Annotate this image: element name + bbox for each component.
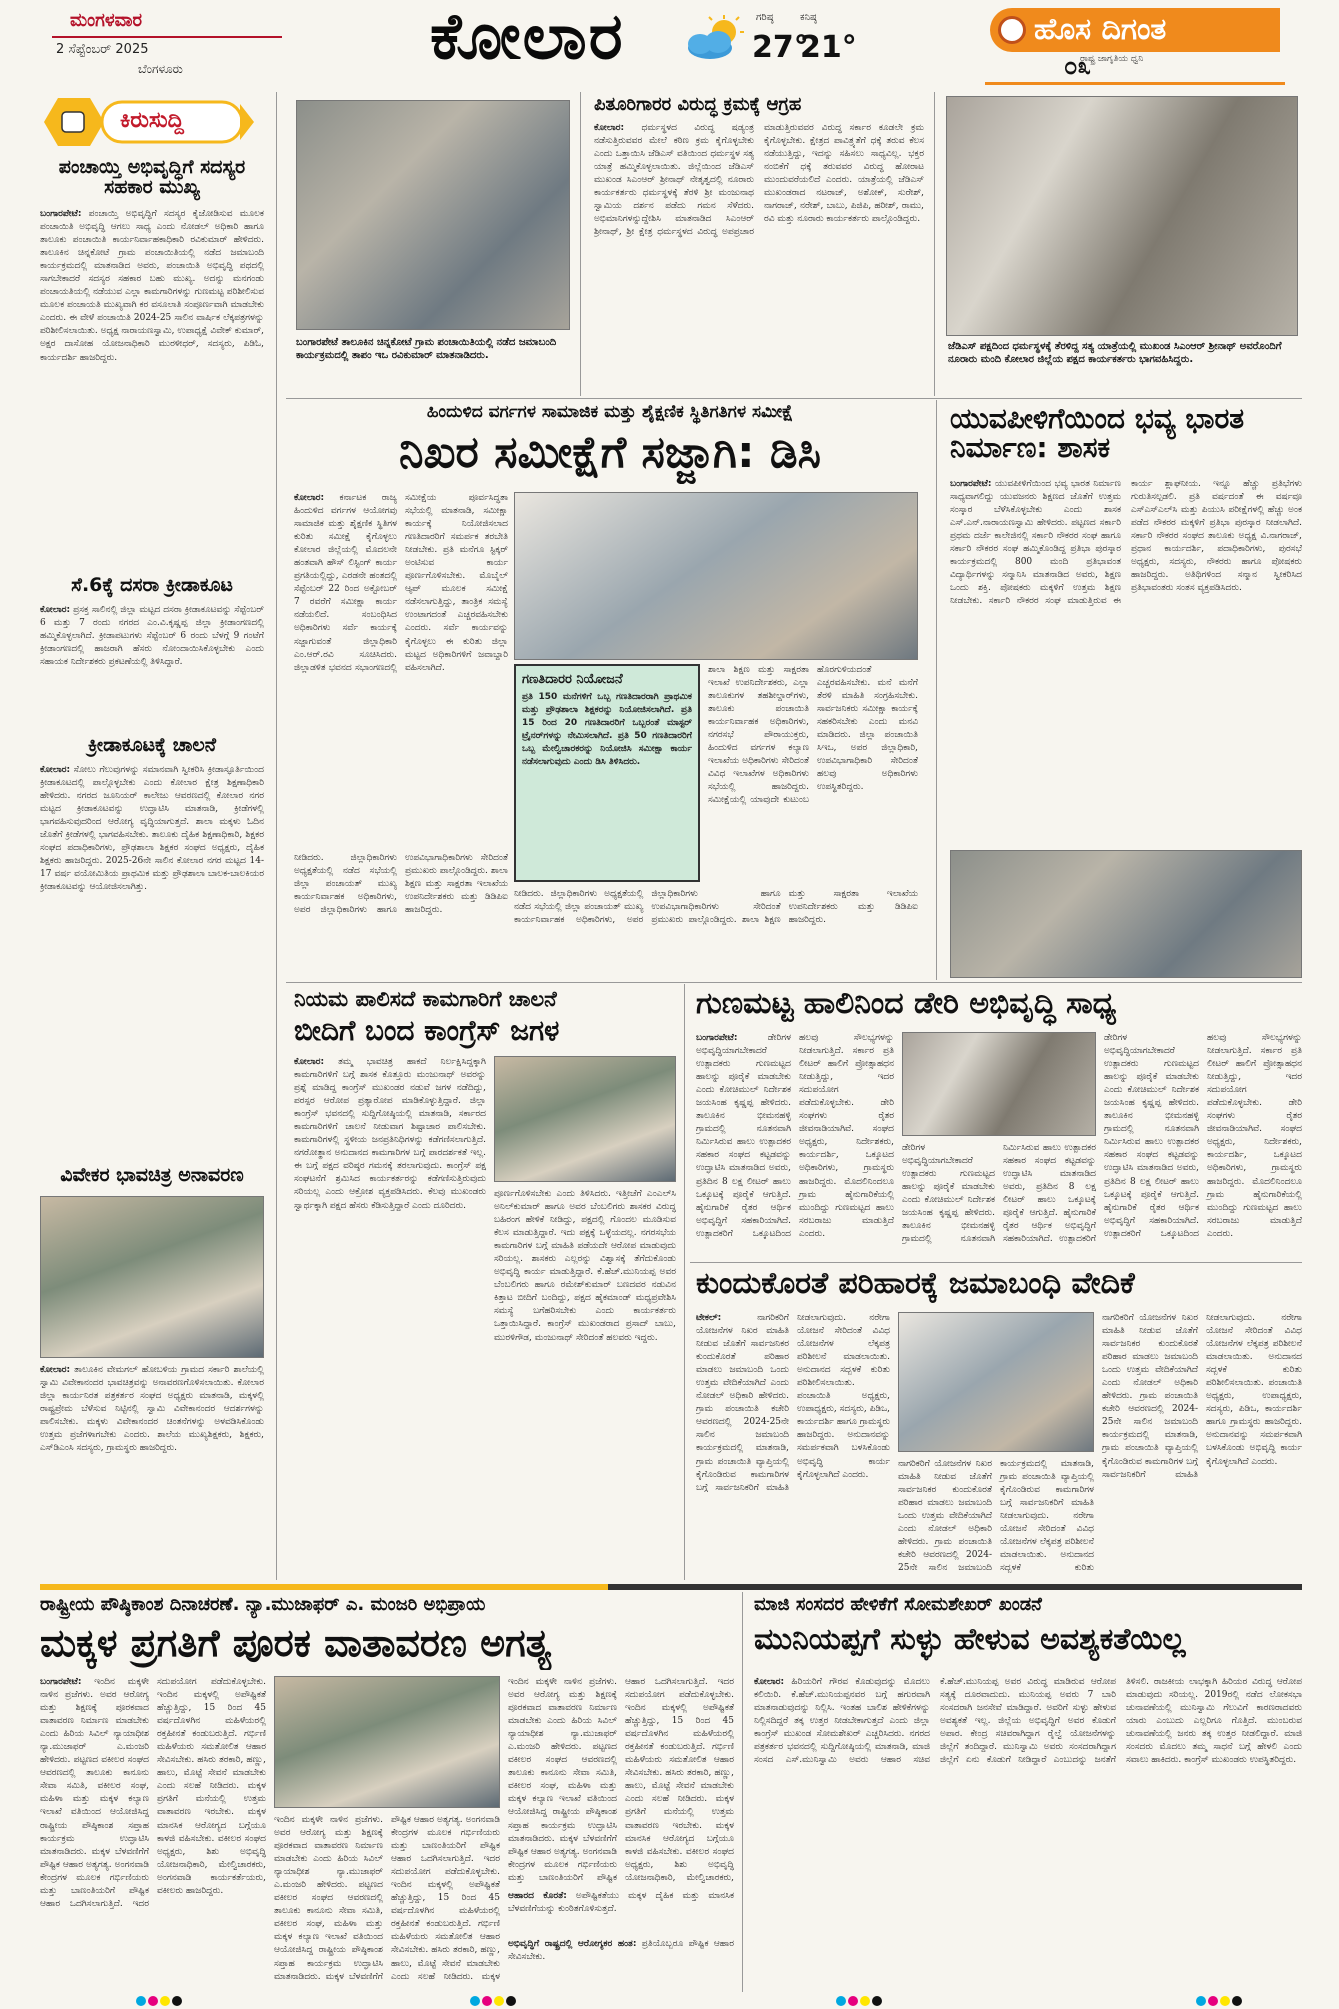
story-dairy-body-left: ಬಂಗಾರಪೇಟೆ: ಡೇರಿಗಳ ಅಭಿವೃದ್ಧಿಯಾಗಬೇಕಾದರೆ ಉತ್ಪಾದಕರು ಗುಣಮಟ್ಟದ ಹಾಲನ್ನು ಪೂರೈಕೆ ಮಾಡಬೇಕು ಎಂದು ಕೋಚಿಮುಲ್ ನಿರ್ದೇಶಕ ಜಯಸಿಂಹ ಕೃಷ್ಣಪ್ಪ ಹೇಳಿದರು. ತಾಲೂಕಿನ ಭೀಮನಹಳ್ಳಿ ಗ್ರಾಮದಲ್ಲಿ ನೂತನವಾಗಿ ನಿರ್ಮಿಸಿರುವ ಹಾಲು ಉತ್ಪಾದಕರ ಸಹಕಾರ ಸಂಘದ ಕಟ್ಟಡವನ್ನು ಉದ್ಘಾಟಿಸಿ ಮಾತನಾಡಿದ ಅವರು, ಪ್ರತಿದಿನ 8 ಲಕ್ಷ ಲೀಟರ್ ಹಾಲು ಒಕ್ಕೂಟಕ್ಕೆ ಪೂರೈಕೆ ಆಗುತ್ತಿದೆ. ಹೈನುಗಾರಿಕೆ ರೈತರ ಆರ್ಥಿಕ ಅಭಿವೃದ್ಧಿಗೆ ಸಹಕಾರಿಯಾಗಿದೆ. ಉತ್ಪಾದಕರಿಗೆ ಒಕ್ಕೂಟದಿಂದ ಹಲವು ಸೌಲಭ್ಯಗಳನ್ನು ನೀಡಲಾಗುತ್ತಿದೆ. ಸರ್ಕಾರ ಪ್ರತಿ ಲೀಟರ್ ಹಾಲಿಗೆ ಪ್ರೋತ್ಸಾಹಧನ ನೀಡುತ್ತಿದ್ದು, ಇದರ ಸದುಪಯೋಗ ಪಡೆದುಕೊಳ್ಳಬೇಕು. ಡೇರಿ ಸಂಘಗಳು ರೈತರ ಜೀವನಾಡಿಯಾಗಿವೆ. ಸಂಘದ ಅಧ್ಯಕ್ಷರು, ನಿರ್ದೇಶಕರು, ಕಾರ್ಯದರ್ಶಿ, ಒಕ್ಕೂಟದ ಅಧಿಕಾರಿಗಳು, ಗ್ರಾಮಸ್ಥರು ಹಾಜರಿದ್ದರು. ಮೊದಲಿನಿಂದಲೂ ಗ್ರಾಮ ಹೈನುಗಾರಿಕೆಯಲ್ಲಿ ಮುಂದಿದ್ದು ಗುಣಮಟ್ಟದ ಹಾಲು ಸರಬರಾಜು ಮಾಡುತ್ತಿದೆ ಎಂದರು. [696,1033,894,1239]
lead-story-photo-meeting [514,492,918,660]
bottom-band-bar [40,1584,1302,1590]
print-registration-marks-mid [836,1996,886,2008]
column-rule-bottom [742,1592,743,1992]
weather-cloud-icon [680,14,750,64]
top-photo-satya-yatra-caption: ಜೆಡಿಎಸ್ ಪಕ್ಷದಿಂದ ಧರ್ಮಸ್ಥಳಕ್ಕೆ ತೆರಳಿದ್ದ ಸತ್ಯ ಯಾತ್ರೆಯಲ್ಲಿ ಮುಖಂಡ ಸಿಎಂಆರ್ ಶ್ರೀನಾಥ್ ಅವರೊಂದಿಗೆ ನೂರಾರು ಮಂದಿ ಕೋಲಾರ ಜಿಲ್ಲೆಯ ಪಕ್ಷದ ಕಾರ್ಯಕರ್ತರು ಭಾಗವಹಿಸಿದ್ದರು. [948,341,1282,365]
kirusuddi-title-2: ಸೆ.6ಕ್ಕೆ ದಸರಾ ಕ್ರೀಡಾಕೂಟ [71,576,233,596]
story-nutrition-body-left: ಬಂಗಾರಪೇಟೆ: ಇಂದಿನ ಮಕ್ಕಳೇ ನಾಳಿನ ಪ್ರಜೆಗಳು. ಅವರ ಆರೋಗ್ಯ ಮತ್ತು ಶಿಕ್ಷಣಕ್ಕೆ ಪೂರಕವಾದ ವಾತಾವರಣ ನಿರ್ಮಾಣ ಮಾಡಬೇಕು ಎಂದು ಹಿರಿಯ ಸಿವಿಲ್ ನ್ಯಾಯಾಧೀಶ ನ್ಯಾ.ಮುಜಾಫರ್ ಎ.ಮಂಜರಿ ಹೇಳಿದರು. ಪಟ್ಟಣದ ವಕೀಲರ ಸಂಘದ ಆವರಣದಲ್ಲಿ ತಾಲೂಕು ಕಾನೂನು ಸೇವಾ ಸಮಿತಿ, ವಕೀಲರ ಸಂಘ, ಮಹಿಳಾ ಮತ್ತು ಮಕ್ಕಳ ಕಲ್ಯಾಣ ಇಲಾಖೆ ವತಿಯಿಂದ ಆಯೋಜಿಸಿದ್ದ ರಾಷ್ಟ್ರೀಯ ಪೌಷ್ಠಿಕಾಂಶ ಸಪ್ತಾಹ ಕಾರ್ಯಕ್ರಮ ಉದ್ಘಾಟಿಸಿ ಮಾತನಾಡಿದರು. ಮಕ್ಕಳ ಬೆಳವಣಿಗೆಗೆ ಪೌಷ್ಟಿಕ ಆಹಾರ ಅತ್ಯಗತ್ಯ. ಅಂಗನವಾಡಿ ಕೇಂದ್ರಗಳ ಮೂಲಕ ಗರ್ಭಿಣಿಯರು ಮತ್ತು ಬಾಣಂತಿಯರಿಗೆ ಪೌಷ್ಟಿಕ ಆಹಾರ ಒದಗಿಸಲಾಗುತ್ತಿದೆ. ಇದರ ಸದುಪಯೋಗ ಪಡೆದುಕೊಳ್ಳಬೇಕು. ಇಂದಿನ ಮಕ್ಕಳಲ್ಲಿ ಅಪೌಷ್ಟಿಕತೆ ಹೆಚ್ಚುತ್ತಿದ್ದು, 15 ರಿಂದ 45 ವರ್ಷದೊಳಗಿನ ಮಹಿಳೆಯರಲ್ಲಿ ರಕ್ತಹೀನತೆ ಕಂಡುಬರುತ್ತಿದೆ. ಗರ್ಭಿಣಿ ಮಹಿಳೆಯರು ಸಮತೋಲಿತ ಆಹಾರ ಸೇವಿಸಬೇಕು. ಹಸಿರು ತರಕಾರಿ, ಹಣ್ಣು, ಹಾಲು, ಮೊಟ್ಟೆ ಸೇವನೆ ಮಾಡಬೇಕು ಎಂದು ಸಲಹೆ ನೀಡಿದರು. ಮಕ್ಕಳ ಪ್ರಗತಿಗೆ ಮನೆಯಲ್ಲಿ ಉತ್ತಮ ವಾತಾವರಣ ಇರಬೇಕು. ಮಕ್ಕಳ ಮಾನಸಿಕ ಆರೋಗ್ಯದ ಬಗ್ಗೆಯೂ ಕಾಳಜಿ ವಹಿಸಬೇಕು. ವಕೀಲರ ಸಂಘದ ಅಧ್ಯಕ್ಷರು, ಶಿಶು ಅಭಿವೃದ್ಧಿ ಯೋಜನಾಧಿಕಾರಿ, ಮೇಲ್ವಿಚಾರಕರು, ಅಂಗನವಾಡಿ ಕಾರ್ಯಕರ್ತೆಯರು, ವಕೀಲರು ಹಾಜರಿದ್ದರು. [40,1677,266,1909]
paper-logo-emblem-icon [998,16,1026,44]
masthead [0,0,1339,88]
column-rule-left [276,92,277,1580]
kirusuddi-label: ಕಿರುಸುದ್ದಿ [120,108,184,133]
lead-story-infobox [514,664,700,882]
story-jamabandi-photo [898,1312,1094,1452]
row-rule-3 [690,1262,1302,1263]
lead-story-headline: ನಿಖರ ಸಮೀಕ್ಷೆಗೆ ಸಜ್ಜಾಗಿ: ಡಿಸಿ [399,430,821,478]
story-congress-body-left: ಕೋಲಾರ: ತಮ್ಮ ಭಾವಚಿತ್ರ ಹಾಕದೆ ನಿರ್ಲಕ್ಷಿಸಿದ್ದಕ್ಕಾಗಿ ಕಾಮಗಾರಿಗಳಿಗೆ ಬಗ್ಗೆ ಶಾಸಕ ಕೊತ್ತೂರು ಮಂಜುನಾಥ್ ಅವರನ್ನು ಪ್ರಶ್ನೆ ಮಾಡಿದ್ದ ಕಾಂಗ್ರೆಸ್ ಮುಖಂಡರ ನಡುವೆ ಜಗಳ ನಡೆದಿದ್ದು, ಪರಸ್ಪರ ಆರೋಪ ಪ್ರತ್ಯಾರೋಪ ಮಾಡಿಕೊಳ್ಳುತ್ತಿದ್ದಾರೆ. ಜಿಲ್ಲಾ ಕಾಂಗ್ರೆಸ್ ಭವನದಲ್ಲಿ ಸುದ್ದಿಗೋಷ್ಠಿಯಲ್ಲಿ ಮಾತನಾಡಿ, ಸರ್ಕಾರದ ಕಾಮಗಾರಿಗಳಿಗೆ ಚಾಲನೆ ನೀಡುವಾಗ ಶಿಷ್ಟಾಚಾರ ಪಾಲಿಸಬೇಕು. ಕಾಮಗಾರಿಗಳಲ್ಲಿ ಸ್ಥಳೀಯ ಜನಪ್ರತಿನಿಧಿಗಳನ್ನು ಕಡೆಗಣಿಸಲಾಗುತ್ತಿದೆ. ನಗರೋತ್ಥಾನ ಅನುದಾನದ ಕಾಮಗಾರಿಗಳ ಬಗ್ಗೆ ಪಾರದರ್ಶಕತೆ ಇಲ್ಲ. ಈ ಬಗ್ಗೆ ಪಕ್ಷದ ವರಿಷ್ಠರ ಗಮನಕ್ಕೆ ತರಲಾಗುವುದು. ಕಾಂಗ್ರೆಸ್ ಪಕ್ಷ ಸಂಘಟನೆಗೆ ಶ್ರಮಿಸಿದ ಕಾರ್ಯಕರ್ತರನ್ನು ಕಡೆಗಣಿಸುತ್ತಿರುವುದು ಸರಿಯಲ್ಲ ಎಂದು ಆಕ್ರೋಶ ವ್ಯಕ್ತಪಡಿಸಿದರು. ಕೆಲವು ಮುಖಂಡರು ಸ್ವಾರ್ಥಕ್ಕಾಗಿ ಪಕ್ಷದ ಹೆಸರು ಕೆಡಿಸುತ್ತಿದ್ದಾರೆ ಎಂದು ದೂರಿದರು. [294,1057,486,1211]
story-dharma-headline: ಪಿತೂರಿಗಾರರ ವಿರುದ್ಧ ಕ್ರಮಕ್ಕೆ ಆಗ್ರಹ [594,96,802,115]
kirusuddi-column [40,158,264,1550]
paper-logo [990,8,1280,52]
story-congress-headline: ಬೀದಿಗೆ ಬಂದ ಕಾಂಗ್ರೆಸ್ ಜಗಳ [294,1016,560,1047]
story-youth-headline: ಯುವಪೀಳಿಗೆಯಿಂದ ಭವ್ಯ ಭಾರತ ನಿರ್ಮಾಣ: ಶಾಸಕ [950,404,1245,465]
story-nutrition-info-1: ಆಹಾರದ ಕೊರತೆ: ಅಪೌಷ್ಟಿಕತೆಯು ಮಕ್ಕಳ ದೈಹಿಕ ಮತ್ತು ಮಾನಸಿಕ ಬೆಳವಣಿಗೆಯನ್ನು ಕುಂಠಿತಗೊಳಿಸುತ್ತದೆ. [508,1891,734,1915]
story-jamabandi-headline: ಕುಂದುಕೊರತೆ ಪರಿಹಾರಕ್ಕೆ ಜಮಾಬಂಧಿ ವೇದಿಕೆ [696,1268,1135,1301]
story-nutrition-kicker: ರಾಷ್ಟ್ರೀಯ ಪೌಷ್ಠಿಕಾಂಶ ದಿನಾಚರಣೆ. ನ್ಯಾ.ಮುಜಾಫರ್ ಎ. ಮಂಜರಿ ಅಭಿಪ್ರಾಯ [40,1596,486,1615]
column-rule-top-2 [934,92,935,396]
weather-min: 21° [800,30,857,65]
lead-story-kicker: ಹಿಂದುಳಿದ ವರ್ಗಗಳ ಸಾಮಾಜಿಕ ಮತ್ತು ಶೈಕ್ಷಣಿಕ ಸ್ಥಿತಿಗತಿಗಳ ಸಮೀಕ್ಷೆ [426,404,794,422]
paper-name: ಹೊಸ ದಿಗಂತ [1034,12,1167,47]
masthead-day: ಮಂಗಳವಾರ [70,10,143,31]
kirusuddi-body-4: ಕೋಲಾರ: ತಾಲೂಕಿನ ವೇಮಗಲ್ ಹೋಬಳಿಯ ಗ್ರಾಮದ ಸರ್ಕಾರಿ ಶಾಲೆಯಲ್ಲಿ ಸ್ವಾಮಿ ವಿವೇಕಾನಂದರ ಭಾವಚಿತ್ರವನ್ನು ಅನಾವರಣಗೊಳಿಸಲಾಯಿತು. ಕೋಲಾರ ಜಿಲ್ಲಾ ಕಾರ್ಯನಿರತ ಪತ್ರಕರ್ತರ ಸಂಘದ ಅಧ್ಯಕ್ಷರು ಮಾತನಾಡಿ, ಮಕ್ಕಳಲ್ಲಿ ರಾಷ್ಟ್ರಪ್ರೇಮ ಬೆಳೆಸುವ ನಿಟ್ಟಿನಲ್ಲಿ ಸ್ವಾಮಿ ವಿವೇಕಾನಂದರ ಆದರ್ಶಗಳನ್ನು ಪಾಲಿಸಬೇಕು. ಮಕ್ಕಳು ವಿವೇಕಾನಂದರ ಚಿಂತನೆಗಳನ್ನು ಅಳವಡಿಸಿಕೊಂಡು ಉತ್ತಮ ಪ್ರಜೆಗಳಾಗಬೇಕು ಎಂದರು. ಶಾಲೆಯ ಮುಖ್ಯಶಿಕ್ಷಕರು, ಶಿಕ್ಷಕರು, ಎಸ್‌ಡಿಎಂಸಿ ಸದಸ್ಯರು, ಗ್ರಾಮಸ್ಥರು ಹಾಜರಿದ್ದರು. [40,1365,264,1454]
lead-story-infobox-body: ಪ್ರತಿ 150 ಮನೆಗಳಿಗೆ ಒಬ್ಬ ಗಣತಿದಾರರಾಗಿ ಪ್ರಾಥಮಿಕ ಮತ್ತು ಪ್ರೌಢಶಾಲಾ ಶಿಕ್ಷಕರನ್ನು ನಿಯೋಜಿಸಲಾಗಿದೆ. ಪ್ರತಿ 15 ರಿಂದ 20 ಗಣತಿದಾರರಿಗೆ ಒಬ್ಬರಂತೆ ಮಾಸ್ಟರ್ ಟ್ರೈನರ್‌ಗಳನ್ನು ನೇಮಿಸಲಾಗಿದೆ. ಪ್ರತಿ 50 ಗಣತಿದಾರರಿಗೆ ಒಬ್ಬ ಮೇಲ್ವಿಚಾರಕರನ್ನು ನಿಯೋಜಿಸಿ ಸಮೀಕ್ಷಾ ಕಾರ್ಯ ನಡೆಸಲಾಗುವುದು ಎಂದು ಡಿಸಿ ತಿಳಿಸಿದರು. [522,692,692,768]
story-nutrition-photo [274,1676,500,1808]
masthead-rule [52,36,282,38]
row-rule-2 [286,982,1302,983]
weather-max: 27° [752,30,809,65]
page-number: ೦೩ [1064,52,1091,80]
story-dairy-body-mid: ಡೇರಿಗಳ ಅಭಿವೃದ್ಧಿಯಾಗಬೇಕಾದರೆ ಉತ್ಪಾದಕರು ಗುಣಮಟ್ಟದ ಹಾಲನ್ನು ಪೂರೈಕೆ ಮಾಡಬೇಕು ಎಂದು ಕೋಚಿಮುಲ್ ನಿರ್ದೇಶಕ ಜಯಸಿಂಹ ಕೃಷ್ಣಪ್ಪ ಹೇಳಿದರು. ತಾಲೂಕಿನ ಭೀಮನಹಳ್ಳಿ ಗ್ರಾಮದಲ್ಲಿ ನೂತನವಾಗಿ ನಿರ್ಮಿಸಿರುವ ಹಾಲು ಉತ್ಪಾದಕರ ಸಹಕಾರ ಸಂಘದ ಕಟ್ಟಡವನ್ನು ಉದ್ಘಾಟಿಸಿ ಮಾತನಾಡಿದ ಅವರು, ಪ್ರತಿದಿನ 8 ಲಕ್ಷ ಲೀಟರ್ ಹಾಲು ಒಕ್ಕೂಟಕ್ಕೆ ಪೂರೈಕೆ ಆಗುತ್ತಿದೆ. ಹೈನುಗಾರಿಕೆ ರೈತರ ಆರ್ಥಿಕ ಅಭಿವೃದ್ಧಿಗೆ ಸಹಕಾರಿಯಾಗಿದೆ. ಉತ್ಪಾದಕರಿಗೆ [902,1143,1096,1245]
story-nutrition-body-right: ಇಂದಿನ ಮಕ್ಕಳೇ ನಾಳಿನ ಪ್ರಜೆಗಳು. ಅವರ ಆರೋಗ್ಯ ಮತ್ತು ಶಿಕ್ಷಣಕ್ಕೆ ಪೂರಕವಾದ ವಾತಾವರಣ ನಿರ್ಮಾಣ ಮಾಡಬೇಕು ಎಂದು ಹಿರಿಯ ಸಿವಿಲ್ ನ್ಯಾಯಾಧೀಶ ನ್ಯಾ.ಮುಜಾಫರ್ ಎ.ಮಂಜರಿ ಹೇಳಿದರು. ಪಟ್ಟಣದ ವಕೀಲರ ಸಂಘದ ಆವರಣದಲ್ಲಿ ತಾಲೂಕು ಕಾನೂನು ಸೇವಾ ಸಮಿತಿ, ವಕೀಲರ ಸಂಘ, ಮಹಿಳಾ ಮತ್ತು ಮಕ್ಕಳ ಕಲ್ಯಾಣ ಇಲಾಖೆ ವತಿಯಿಂದ ಆಯೋಜಿಸಿದ್ದ ರಾಷ್ಟ್ರೀಯ ಪೌಷ್ಠಿಕಾಂಶ ಸಪ್ತಾಹ ಕಾರ್ಯಕ್ರಮ ಉದ್ಘಾಟಿಸಿ ಮಾತನಾಡಿದರು. ಮಕ್ಕಳ ಬೆಳವಣಿಗೆಗೆ ಪೌಷ್ಟಿಕ ಆಹಾರ ಅತ್ಯಗತ್ಯ. ಅಂಗನವಾಡಿ ಕೇಂದ್ರಗಳ ಮೂಲಕ ಗರ್ಭಿಣಿಯರು ಮತ್ತು ಬಾಣಂತಿಯರಿಗೆ ಪೌಷ್ಟಿಕ ಆಹಾರ ಒದಗಿಸಲಾಗುತ್ತಿದೆ. ಇದರ ಸದುಪಯೋಗ ಪಡೆದುಕೊಳ್ಳಬೇಕು. ಇಂದಿನ ಮಕ್ಕಳಲ್ಲಿ ಅಪೌಷ್ಟಿಕತೆ ಹೆಚ್ಚುತ್ತಿದ್ದು, 15 ರಿಂದ 45 ವರ್ಷದೊಳಗಿನ ಮಹಿಳೆಯರಲ್ಲಿ ರಕ್ತಹೀನತೆ ಕಂಡುಬರುತ್ತಿದೆ. ಗರ್ಭಿಣಿ ಮಹಿಳೆಯರು ಸಮತೋಲಿತ ಆಹಾರ ಸೇವಿಸಬೇಕು. ಹಸಿರು ತರಕಾರಿ, ಹಣ್ಣು, ಹಾಲು, ಮೊಟ್ಟೆ ಸೇವನೆ ಮಾಡಬೇಕು ಎಂದು ಸಲಹೆ ನೀಡಿದರು. ಮಕ್ಕಳ ಪ್ರಗತಿಗೆ ಮನೆಯಲ್ಲಿ ಉತ್ತಮ ವಾತಾವರಣ ಇರಬೇಕು. ಮಕ್ಕಳ ಮಾನಸಿಕ ಆರೋಗ್ಯದ ಬಗ್ಗೆಯೂ ಕಾಳಜಿ ವಹಿಸಬೇಕು. ವಕೀಲರ ಸಂಘದ ಅಧ್ಯಕ್ಷರು, ಶಿಶು ಅಭಿವೃದ್ಧಿ ಯೋಜನಾಧಿಕಾರಿ, ಮೇಲ್ವಿಚಾರಕರು, [508,1677,734,1883]
story-nutrition-body-mid: ಇಂದಿನ ಮಕ್ಕಳೇ ನಾಳಿನ ಪ್ರಜೆಗಳು. ಅವರ ಆರೋಗ್ಯ ಮತ್ತು ಶಿಕ್ಷಣಕ್ಕೆ ಪೂರಕವಾದ ವಾತಾವರಣ ನಿರ್ಮಾಣ ಮಾಡಬೇಕು ಎಂದು ಹಿರಿಯ ಸಿವಿಲ್ ನ್ಯಾಯಾಧೀಶ ನ್ಯಾ.ಮುಜಾಫರ್ ಎ.ಮಂಜರಿ ಹೇಳಿದರು. ಪಟ್ಟಣದ ವಕೀಲರ ಸಂಘದ ಆವರಣದಲ್ಲಿ ತಾಲೂಕು ಕಾನೂನು ಸೇವಾ ಸಮಿತಿ, ವಕೀಲರ ಸಂಘ, ಮಹಿಳಾ ಮತ್ತು ಮಕ್ಕಳ ಕಲ್ಯಾಣ ಇಲಾಖೆ ವತಿಯಿಂದ ಆಯೋಜಿಸಿದ್ದ ರಾಷ್ಟ್ರೀಯ ಪೌಷ್ಠಿಕಾಂಶ ಸಪ್ತಾಹ ಕಾರ್ಯಕ್ರಮ ಉದ್ಘಾಟಿಸಿ ಮಾತನಾಡಿದರು. ಮಕ್ಕಳ ಬೆಳವಣಿಗೆಗೆ ಪೌಷ್ಟಿಕ ಆಹಾರ ಅತ್ಯಗತ್ಯ. ಅಂಗನವಾಡಿ ಕೇಂದ್ರಗಳ ಮೂಲಕ ಗರ್ಭಿಣಿಯರು ಮತ್ತು ಬಾಣಂತಿಯರಿಗೆ ಪೌಷ್ಟಿಕ ಆಹಾರ ಒದಗಿಸಲಾಗುತ್ತಿದೆ. ಇದರ ಸದುಪಯೋಗ ಪಡೆದುಕೊಳ್ಳಬೇಕು. ಇಂದಿನ ಮಕ್ಕಳಲ್ಲಿ ಅಪೌಷ್ಟಿಕತೆ ಹೆಚ್ಚುತ್ತಿದ್ದು, 15 ರಿಂದ 45 ವರ್ಷದೊಳಗಿನ ಮಹಿಳೆಯರಲ್ಲಿ ರಕ್ತಹೀನತೆ ಕಂಡುಬರುತ್ತಿದೆ. ಗರ್ಭಿಣಿ ಮಹಿಳೆಯರು ಸಮತೋಲಿತ ಆಹಾರ ಸೇವಿಸಬೇಕು. ಹಸಿರು ತರಕಾರಿ, ಹಣ್ಣು, ಹಾಲು, ಮೊಟ್ಟೆ ಸೇವನೆ ಮಾಡಬೇಕು ಎಂದು ಸಲಹೆ ನೀಡಿದರು. ಮಕ್ಕಳ [274,1815,500,1982]
story-jamabandi-body-right: ನಾಗರಿಕರಿಗೆ ಯೋಜನೆಗಳ ನಿಖರ ಮಾಹಿತಿ ನೀಡುವ ಜೊತೆಗೆ ಸಾರ್ವಜನಿಕರ ಕುಂದುಕೊರತೆ ಪರಿಹಾರ ಮಾಡಲು ಜಮಾಬಂದಿ ಒಂದು ಉತ್ತಮ ವೇದಿಕೆಯಾಗಿದೆ ಎಂದು ನೋಡಲ್ ಅಧಿಕಾರಿ ಹೇಳಿದರು. ಗ್ರಾಮ ಪಂಚಾಯಿತಿ ಕಚೇರಿ ಆವರಣದಲ್ಲಿ 2024-25ನೇ ಸಾಲಿನ ಜಮಾಬಂದಿ ಕಾರ್ಯಕ್ರಮದಲ್ಲಿ ಮಾತನಾಡಿ, ಗ್ರಾಮ ಪಂಚಾಯಿತಿ ವ್ಯಾಪ್ತಿಯಲ್ಲಿ ಕೈಗೊಂಡಿರುವ ಕಾಮಗಾರಿಗಳ ಬಗ್ಗೆ ಸಾರ್ವಜನಿಕರಿಗೆ ಮಾಹಿತಿ ನೀಡಲಾಗುವುದು. ನರೇಗಾ ಯೋಜನೆ ಸೇರಿದಂತೆ ವಿವಿಧ ಯೋಜನೆಗಳ ಲೆಕ್ಕಪತ್ರ ಪರಿಶೀಲನೆ ಮಾಡಲಾಯಿತು. ಅನುದಾನದ ಸದ್ಬಳಕೆ ಕುರಿತು ಪರಿಶೀಲಿಸಲಾಯಿತು. ಪಂಚಾಯಿತಿ ಅಧ್ಯಕ್ಷರು, ಉಪಾಧ್ಯಕ್ಷರು, ಸದಸ್ಯರು, ಪಿಡಿಒ, ಕಾರ್ಯದರ್ಶಿ ಹಾಗೂ ಗ್ರಾಮಸ್ಥರು ಹಾಜರಿದ್ದರು. ಅನುದಾನವನ್ನು ಸಮರ್ಪಕವಾಗಿ ಬಳಸಿಕೊಂಡು ಅಭಿವೃದ್ಧಿ ಕಾರ್ಯ ಕೈಗೊಳ್ಳಲಾಗಿದೆ ಎಂದರು. [1102,1313,1302,1480]
column-rule-top-1 [580,92,581,396]
row-rule-1 [286,398,1302,399]
lead-story-body-right: ಶಾಲಾ ಶಿಕ್ಷಣ ಮತ್ತು ಸಾಕ್ಷರತಾ ಇಲಾಖೆ ಉಪನಿರ್ದೇಶಕರು, ಎಲ್ಲಾ ತಾಲೂಕುಗಳ ತಹಶೀಲ್ದಾರ್‌ಗಳು, ತಾಲೂಕು ಪಂಚಾಯಿತಿ ಕಾರ್ಯನಿರ್ವಾಹಕ ಅಧಿಕಾರಿಗಳು, ನಗರಸಭೆ ಪೌರಾಯುಕ್ತರು, ಹಿಂದುಳಿದ ವರ್ಗಗಳ ಕಲ್ಯಾಣ ಇಲಾಖೆಯ ಅಧಿಕಾರಿಗಳು ಸೇರಿದಂತೆ ವಿವಿಧ ಇಲಾಖೆಗಳ ಅಧಿಕಾರಿಗಳು ಸಭೆಯಲ್ಲಿ ಹಾಜರಿದ್ದರು. ಸಮೀಕ್ಷೆಯಲ್ಲಿ ಯಾವುದೇ ಕುಟುಂಬ ಹೊರಗುಳಿಯದಂತೆ ಎಚ್ಚರವಹಿಸಬೇಕು. ಮನೆ ಮನೆಗೆ ತೆರಳಿ ಮಾಹಿತಿ ಸಂಗ್ರಹಿಸಬೇಕು. ಸಾರ್ವಜನಿಕರು ಸಮೀಕ್ಷಾ ಕಾರ್ಯಕ್ಕೆ ಸಹಕರಿಸಬೇಕು ಎಂದು ಮನವಿ ಮಾಡಿದರು. ಜಿಲ್ಲಾ ಪಂಚಾಯಿತಿ ಸಿಇಒ, ಅಪರ ಜಿಲ್ಲಾಧಿಕಾರಿ, ಉಪವಿಭಾಗಾಧಿಕಾರಿ ಸೇರಿದಂತೆ ಹಲವು ಅಧಿಕಾರಿಗಳು ಉಪಸ್ಥಿತರಿದ್ದರು. [708,665,918,806]
kirusuddi-title-1: ಪಂಚಾಯ್ತಿ ಅಭಿವೃದ್ಧಿಗೆ ಸದಸ್ಯರ ಸಹಕಾರ ಮುಖ್ಯ [58,158,246,198]
story-dairy-headline: ಗುಣಮಟ್ಟ ಹಾಲಿನಿಂದ ಡೇರಿ ಅಭಿವೃದ್ಧಿ ಸಾಧ್ಯ [696,988,1117,1021]
column-rule-lower [684,984,685,1580]
story-muniyappa-kicker: ಮಾಜಿ ಸಂಸದರ ಹೇಳಿಕೆಗೆ ಸೋಮಶೇಖರ್ ಖಂಡನೆ [754,1596,1042,1615]
story-dairy-body-right: ಡೇರಿಗಳ ಅಭಿವೃದ್ಧಿಯಾಗಬೇಕಾದರೆ ಉತ್ಪಾದಕರು ಗುಣಮಟ್ಟದ ಹಾಲನ್ನು ಪೂರೈಕೆ ಮಾಡಬೇಕು ಎಂದು ಕೋಚಿಮುಲ್ ನಿರ್ದೇಶಕ ಜಯಸಿಂಹ ಕೃಷ್ಣಪ್ಪ ಹೇಳಿದರು. ತಾಲೂಕಿನ ಭೀಮನಹಳ್ಳಿ ಗ್ರಾಮದಲ್ಲಿ ನೂತನವಾಗಿ ನಿರ್ಮಿಸಿರುವ ಹಾಲು ಉತ್ಪಾದಕರ ಸಹಕಾರ ಸಂಘದ ಕಟ್ಟಡವನ್ನು ಉದ್ಘಾಟಿಸಿ ಮಾತನಾಡಿದ ಅವರು, ಪ್ರತಿದಿನ 8 ಲಕ್ಷ ಲೀಟರ್ ಹಾಲು ಒಕ್ಕೂಟಕ್ಕೆ ಪೂರೈಕೆ ಆಗುತ್ತಿದೆ. ಹೈನುಗಾರಿಕೆ ರೈತರ ಆರ್ಥಿಕ ಅಭಿವೃದ್ಧಿಗೆ ಸಹಕಾರಿಯಾಗಿದೆ. ಉತ್ಪಾದಕರಿಗೆ ಒಕ್ಕೂಟದಿಂದ ಹಲವು ಸೌಲಭ್ಯಗಳನ್ನು ನೀಡಲಾಗುತ್ತಿದೆ. ಸರ್ಕಾರ ಪ್ರತಿ ಲೀಟರ್ ಹಾಲಿಗೆ ಪ್ರೋತ್ಸಾಹಧನ ನೀಡುತ್ತಿದ್ದು, ಇದರ ಸದುಪಯೋಗ ಪಡೆದುಕೊಳ್ಳಬೇಕು. ಡೇರಿ ಸಂಘಗಳು ರೈತರ ಜೀವನಾಡಿಯಾಗಿವೆ. ಸಂಘದ ಅಧ್ಯಕ್ಷರು, ನಿರ್ದೇಶಕರು, ಕಾರ್ಯದರ್ಶಿ, ಒಕ್ಕೂಟದ ಅಧಿಕಾರಿಗಳು, ಗ್ರಾಮಸ್ಥರು ಹಾಜರಿದ್ದರು. ಮೊದಲಿನಿಂದಲೂ ಗ್ರಾಮ ಹೈನುಗಾರಿಕೆಯಲ್ಲಿ ಮುಂದಿದ್ದು ಗುಣಮಟ್ಟದ ಹಾಲು ಸರಬರಾಜು ಮಾಡುತ್ತಿದೆ ಎಂದರು. [1104,1033,1302,1239]
weather-max-label: ಗರಿಷ್ಠ [756,12,774,23]
masthead-bottom-rule [985,82,1285,85]
paper-tagline: ರಾಷ್ಟ್ರ ಜಾಗೃತಿಯ ಧ್ವನಿ [1080,54,1144,64]
print-registration-marks-left [136,1996,186,2008]
story-nutrition-info-2: ಅಭಿವೃದ್ಧಿಗೆ ರಾಷ್ಟ್ರದಲ್ಲಿ ಆರೋಗ್ಯಕರ ಹಂತ: ಪ್ರತಿಯೊಬ್ಬರೂ ಪೌಷ್ಟಿಕ ಆಹಾರ ಸೇವಿಸಬೇಕು. [508,1939,734,1963]
kirusuddi-body-1: ಬಂಗಾರಪೇಟೆ: ಪಂಚಾಯ್ತಿ ಅಭಿವೃದ್ಧಿಗೆ ಸದಸ್ಯರ ಕೈಜೋಡಿಸುವ ಮೂಲಕ ಪಂಚಾಯಿತಿ ಅಭಿವೃದ್ಧಿ ಆಗಲು ಸಾಧ್ಯ ಎಂದು ನೋಡಲ್ ಅಧಿಕಾರಿ ಹಾಗೂ ತಾಲೂಕು ಪಂಚಾಯಿತಿ ಕಾರ್ಯನಿರ್ವಾಹಕಾಧಿಕಾರಿ ರವಿಕುಮಾರ್ ಹೇಳಿದರು. ತಾಲೂಕಿನ ಚಿನ್ನಕೋಟೆ ಗ್ರಾಮ ಪಂಚಾಯಿತಿಯಲ್ಲಿ ನಡೆದ ಜಮಾಬಂದಿ ಕಾರ್ಯಕ್ರಮದಲ್ಲಿ ಮಾತನಾಡಿದ ಅವರು, ಪಂಚಾಯಿತಿ ಅಭಿವೃದ್ಧಿ ಪಥದಲ್ಲಿ ಸಾಗಬೇಕಾದರೆ ಸದಸ್ಯರ ಸಹಕಾರ ಬಹು ಮುಖ್ಯ. ಅದನ್ನು ಮನಗಂಡು ಪಂಚಾಯತಿಯಲ್ಲಿ ನಡೆಯುವ ಎಲ್ಲಾ ಕಾಮಗಾರಿಗಳನ್ನು ಗುಣಮಟ್ಟ ಪರಿಶೀಲಿಸುವ ಮೂಲಕ ಪಂಚಾಯತಿ ಮುಖ್ಯವಾಗಿ ಕರ ವಸೂಲಾತಿ ಸಂಪೂರ್ಣವಾಗಿ ಮಾಡಬೇಕು ಎಂದರು. ಈ ವೇಳೆ ಪಂಚಾಯಿತಿ 2024-25 ಸಾಲಿನ ವಾರ್ಷಿಕ ಲೆಕ್ಕಪತ್ರಗಳನ್ನು ಪರಿಶೀಲಿಸಲಾಯಿತು. ಅಧ್ಯಕ್ಷ ನಾರಾಯಣಸ್ವಾಮಿ, ಉಪಾಧ್ಯಕ್ಷೆ ವಿವೇಕ್ ಕುಮಾರ್, ಅಕ್ಷರ ದಾಸೋಹ ಯೋಜನಾಧಿಕಾರಿ ಮುರಳೀಧರ್, ಸದಸ್ಯರು, ಪಿಡಿಓ, ಕಾರ್ಯದರ್ಶಿ ಹಾಜರಿದ್ದರು. [40,209,264,363]
story-congress-kicker: ನಿಯಮ ಪಾಲಿಸದೆ ಕಾಮಗಾರಿಗೆ ಚಾಲನೆ [294,988,557,1011]
lead-story-body-left: ಕೋಲಾರ: ಕರ್ನಾಟಕ ರಾಜ್ಯ ಹಿಂದುಳಿದ ವರ್ಗಗಳ ಆಯೋಗವು ಸಾಮಾಜಿಕ ಮತ್ತು ಶೈಕ್ಷಣಿಕ ಸ್ಥಿತಿಗಳ ಕುರಿತು ಸಮೀಕ್ಷೆ ಕೈಗೊಳ್ಳಲು ಕೋಲಾರ ಜಿಲ್ಲೆಯಲ್ಲಿ ಮೊದಲನೇ ಹಂತವಾಗಿ ಹೌಸ್ ಲಿಸ್ಟಿಂಗ್ ಕಾರ್ಯ ಪ್ರಗತಿಯಲ್ಲಿದ್ದು, ಎರಡನೇ ಹಂತದಲ್ಲಿ ಸೆಪ್ಟೆಂಬರ್ 22 ರಿಂದ ಅಕ್ಟೋಬರ್ 7 ರವರೆಗೆ ಸಮೀಕ್ಷಾ ಕಾರ್ಯ ನಡೆಯಲಿದೆ. ಸಂಬಂಧಿಸಿದ ಅಧಿಕಾರಿಗಳು ಸರ್ವೆ ಕಾರ್ಯಕ್ಕೆ ಸಜ್ಜಾಗುವಂತೆ ಜಿಲ್ಲಾಧಿಕಾರಿ ಎಂ.ಆರ್.ರವಿ ಸೂಚಿಸಿದರು. ಜಿಲ್ಲಾಡಳಿತ ಭವನದ ಸಭಾಂಗಣದಲ್ಲಿ ಸಮೀಕ್ಷೆಯ ಪೂರ್ವಸಿದ್ಧತಾ ಸಭೆಯಲ್ಲಿ ಮಾತನಾಡಿ, ಸಮೀಕ್ಷಾ ಕಾರ್ಯಕ್ಕೆ ನಿಯೋಜಿಸಲಾದ ಗಣತಿದಾರರಿಗೆ ಸಮರ್ಪಕ ತರಬೇತಿ ನೀಡಬೇಕು. ಪ್ರತಿ ಮನೆಗೂ ಸ್ಟಿಕ್ಕರ್ ಅಂಟಿಸುವ ಕಾರ್ಯ ಪೂರ್ಣಗೊಳಿಸಬೇಕು. ಮೊಬೈಲ್ ಆ್ಯಪ್ ಮೂಲಕ ಸಮೀಕ್ಷೆ ನಡೆಸಲಾಗುತ್ತಿದ್ದು, ತಾಂತ್ರಿಕ ಸಮಸ್ಯೆ ಉಂಟಾಗದಂತೆ ಎಚ್ಚರವಹಿಸಬೇಕು ಎಂದರು. ಸರ್ವೆ ಕಾರ್ಯವನ್ನು ಕೈಗೊಳ್ಳಲು ಈ ಕುರಿತು ಜಿಲ್ಲಾ ಮಟ್ಟದ ಅಧಿಕಾರಿಗಳಿಗೆ ಜವಾಬ್ದಾರಿ ವಹಿಸಲಾಗಿದೆ. [294,493,508,673]
masthead-city: ಬೆಂಗಳೂರು [138,62,183,76]
kirusuddi-title-4: ವಿವೇಕರ ಭಾವಚಿತ್ರ ಅನಾವರಣ [60,1166,244,1186]
kirusuddi-badge [40,94,262,150]
story-jamabandi-body-mid: ನಾಗರಿಕರಿಗೆ ಯೋಜನೆಗಳ ನಿಖರ ಮಾಹಿತಿ ನೀಡುವ ಜೊತೆಗೆ ಸಾರ್ವಜನಿಕರ ಕುಂದುಕೊರತೆ ಪರಿಹಾರ ಮಾಡಲು ಜಮಾಬಂದಿ ಒಂದು ಉತ್ತಮ ವೇದಿಕೆಯಾಗಿದೆ ಎಂದು ನೋಡಲ್ ಅಧಿಕಾರಿ ಹೇಳಿದರು. ಗ್ರಾಮ ಪಂಚಾಯಿತಿ ಕಚೇರಿ ಆವರಣದಲ್ಲಿ 2024-25ನೇ ಸಾಲಿನ ಜಮಾಬಂದಿ ಕಾರ್ಯಕ್ರಮದಲ್ಲಿ ಮಾತನಾಡಿ, ಗ್ರಾಮ ಪಂಚಾಯಿತಿ ವ್ಯಾಪ್ತಿಯಲ್ಲಿ ಕೈಗೊಂಡಿರುವ ಕಾಮಗಾರಿಗಳ ಬಗ್ಗೆ ಸಾರ್ವಜನಿಕರಿಗೆ ಮಾಹಿತಿ ನೀಡಲಾಗುವುದು. ನರೇಗಾ ಯೋಜನೆ ಸೇರಿದಂತೆ ವಿವಿಧ ಯೋಜನೆಗಳ ಲೆಕ್ಕಪತ್ರ ಪರಿಶೀಲನೆ ಮಾಡಲಾಯಿತು. ಅನುದಾನದ ಸದ್ಬಳಕೆ ಕುರಿತು [898,1459,1094,1574]
story-muniyappa-body: ಕೋಲಾರ: ಹಿರಿಯರಿಗೆ ಗೌರವ ಕೊಡುವುದನ್ನು ಮೊದಲು ಕಲಿಯಿರಿ. ಕೆ.ಹೆಚ್.ಮುನಿಯಪ್ಪನವರ ಬಗ್ಗೆ ಹಗುರವಾಗಿ ಮಾತನಾಡುವುದನ್ನು ನಿಲ್ಲಿಸಿ. ಇಂತಹ ಬಾಲಿಶ ಹೇಳಿಕೆಗಳನ್ನು ನಿಲ್ಲಿಸದಿದ್ದರೆ ತಕ್ಕ ಉತ್ತರ ನೀಡಬೇಕಾಗುತ್ತದೆ ಎಂದು ಜಿಲ್ಲಾ ಕಾಂಗ್ರೆಸ್ ಮುಖಂಡ ಸೋಮಶೇಖರ್ ಎಚ್ಚರಿಸಿದರು. ನಗರದ ಪತ್ರಕರ್ತರ ಭವನದಲ್ಲಿ ಸುದ್ದಿಗೋಷ್ಠಿಯಲ್ಲಿ ಮಾತನಾಡಿ, ಮಾಜಿ ಸಂಸದ ಎಸ್.ಮುನಿಸ್ವಾಮಿ ಅವರು ಆಹಾರ ಸಚಿವ ಕೆ.ಹೆಚ್.ಮುನಿಯಪ್ಪ ಅವರ ವಿರುದ್ಧ ಮಾಡಿರುವ ಆರೋಪ ಸತ್ಯಕ್ಕೆ ದೂರವಾದುದು. ಮುನಿಯಪ್ಪ ಅವರು 7 ಬಾರಿ ಸಂಸದರಾಗಿ ಜನಸೇವೆ ಮಾಡಿದ್ದಾರೆ. ಅವರಿಗೆ ಸುಳ್ಳು ಹೇಳುವ ಅವಶ್ಯಕತೆ ಇಲ್ಲ. ಜಿಲ್ಲೆಯ ಅಭಿವೃದ್ಧಿಗೆ ಅವರ ಕೊಡುಗೆ ಅಪಾರ. ಕೇಂದ್ರ ಸಚಿವರಾಗಿದ್ದಾಗ ರೈಲ್ವೆ ಯೋಜನೆಗಳನ್ನು ಜಿಲ್ಲೆಗೆ ತಂದಿದ್ದಾರೆ. ಮುನಿಸ್ವಾಮಿ ಅವರು ಸಂಸದರಾಗಿದ್ದಾಗ ಜಿಲ್ಲೆಗೆ ಏನು ಕೊಡುಗೆ ನೀಡಿದ್ದಾರೆ ಎಂಬುದನ್ನು ಜನತೆಗೆ ತಿಳಿಸಲಿ. ರಾಜಕೀಯ ಲಾಭಕ್ಕಾಗಿ ಹಿರಿಯರ ವಿರುದ್ಧ ಆರೋಪ ಮಾಡುವುದು ಸರಿಯಲ್ಲ. 2019ರಲ್ಲಿ ನಡೆದ ಲೋಕಸಭಾ ಚುನಾವಣೆಯಲ್ಲಿ ಮುನಿಸ್ವಾಮಿ ಗೆಲುವಿಗೆ ಕಾರಣರಾದವರು ಯಾರು ಎಂಬುದು ಎಲ್ಲರಿಗೂ ಗೊತ್ತಿದೆ. ಮುಂಬರುವ ಚುನಾವಣೆಯಲ್ಲಿ ಜನರು ತಕ್ಕ ಉತ್ತರ ನೀಡಲಿದ್ದಾರೆ. ಮಾಜಿ ಸಂಸದರು ಮೊದಲು ತಮ್ಮ ಸಾಧನೆ ಬಗ್ಗೆ ಹೇಳಲಿ ಎಂದು ಸವಾಲು ಹಾಕಿದರು. ಕಾಂಗ್ರೆಸ್ ಮುಖಂಡರು ಉಪಸ್ಥಿತರಿದ್ದರು. [754,1677,1302,1766]
story-dairy-photo [902,1032,1096,1136]
lead-story-infobox-title: ಗಣತಿದಾರರ ನಿಯೋಜನೆ [522,672,623,687]
lead-story-body-bottom-2: ನೀಡಿದರು. ಜಿಲ್ಲಾಧಿಕಾರಿಗಳು ಅಧ್ಯಕ್ಷತೆಯಲ್ಲಿ ನಡೆದ ಸಭೆಯಲ್ಲಿ ಜಿಲ್ಲಾ ಪಂಚಾಯತ್ ಮುಖ್ಯ ಕಾರ್ಯನಿರ್ವಾಹಕ ಅಧಿಕಾರಿಗಳು, ಅಪರ ಜಿಲ್ಲಾಧಿಕಾರಿಗಳು ಹಾಗೂ ಉಪವಿಭಾಗಾಧಿಕಾರಿಗಳು ಸೇರಿದಂತೆ ಪ್ರಮುಖರು ಪಾಲ್ಗೊಂಡಿದ್ದರು. ಶಾಲಾ ಶಿಕ್ಷಣ ಮತ್ತು ಸಾಕ್ಷರತಾ ಇಲಾಖೆಯ ಉಪನಿರ್ದೇಶಕರು ಮತ್ತು ಡಿಡಿಪಿಐ ಹಾಜರಿದ್ದರು. [514,889,918,926]
print-registration-marks-right [1196,1996,1246,2008]
story-dharma-body: ಕೋಲಾರ: ಧರ್ಮಸ್ಥಳದ ವಿರುದ್ಧ ಷಡ್ಯಂತ್ರ ನಡೆಸುತ್ತಿರುವವರ ಮೇಲೆ ಕಠಿಣ ಕ್ರಮ ಕೈಗೊಳ್ಳಬೇಕು ಎಂದು ಒತ್ತಾಯಿಸಿ ಜೆಡಿಎಸ್ ವತಿಯಿಂದ ಧರ್ಮಸ್ಥಳ ಸತ್ಯ ಯಾತ್ರೆ ಹಮ್ಮಿಕೊಳ್ಳಲಾಯಿತು. ಜಿಲ್ಲೆಯಿಂದ ಜೆಡಿಎಸ್ ಮುಖಂಡ ಸಿಎಂಆರ್ ಶ್ರೀನಾಥ್ ನೇತೃತ್ವದಲ್ಲಿ ನೂರಾರು ಕಾರ್ಯಕರ್ತರು ಧರ್ಮಸ್ಥಳಕ್ಕೆ ತೆರಳಿ ಶ್ರೀ ಮಂಜುನಾಥ ಸ್ವಾಮಿಯ ದರ್ಶನ ಪಡೆದು ಗಮನ ಸೆಳೆದರು. ಅಭಿಮಾನಿಗಳನ್ನುದ್ದೇಶಿಸಿ ಮಾತನಾಡಿದ ಸಿಎಂಆರ್ ಶ್ರೀನಾಥ್, ಶ್ರೀ ಕ್ಷೇತ್ರ ಧರ್ಮಸ್ಥಳದ ವಿರುದ್ಧ ಅಪಪ್ರಚಾರ ಮಾಡುತ್ತಿರುವವರ ವಿರುದ್ಧ ಸರ್ಕಾರ ಕೂಡಲೇ ಕ್ರಮ ಕೈಗೊಳ್ಳಬೇಕು. ಕ್ಷೇತ್ರದ ಪಾವಿತ್ರ್ಯತೆಗೆ ಧಕ್ಕೆ ತರುವ ಕೆಲಸ ನಡೆಯುತ್ತಿದ್ದು, ಇದನ್ನು ಸಹಿಸಲು ಸಾಧ್ಯವಿಲ್ಲ. ಭಕ್ತರ ನಂಬಿಕೆಗೆ ಧಕ್ಕೆ ತರುವವರ ವಿರುದ್ಧ ಹೋರಾಟ ಮುಂದುವರೆಯಲಿದೆ ಎಂದರು. ಯಾತ್ರೆಯಲ್ಲಿ ಜೆಡಿಎಸ್ ಮುಖಂಡರಾದ ನಟರಾಜ್, ಅಶೋಕ್, ಸುರೇಶ್, ನಾಗರಾಜ್, ನರೇಶ್, ಬಾಬು, ಪಿಜಿಪಿ, ಹರೀಶ್, ರಾಮು, ರವಿ ಮತ್ತು ನೂರಾರು ಕಾರ್ಯಕರ್ತರು ಪಾಲ್ಗೊಂಡಿದ್ದರು. [594,123,924,238]
kirusuddi-title-3: ಕ್ರೀಡಾಕೂಟಕ್ಕೆ ಚಾಲನೆ [87,736,217,756]
weather-min-label: ಕನಿಷ್ಠ [800,12,817,23]
story-muniyappa-headline: ಮುನಿಯಪ್ಪಗೆ ಸುಳ್ಳು ಹೇಳುವ ಅವಶ್ಯಕತೆಯಿಲ್ಲ [754,1624,1186,1657]
kirusuddi-body-2: ಕೋಲಾರ: ಪ್ರಸಕ್ತ ಸಾಲಿನಲ್ಲಿ ಜಿಲ್ಲಾ ಮಟ್ಟದ ದಸರಾ ಕ್ರೀಡಾಕೂಟವನ್ನು ಸೆಪ್ಟೆಂಬರ್ 6 ಮತ್ತು 7 ರಂದು ನಗರದ ಎಂ.ವಿ.ಕೃಷ್ಣಪ್ಪ ಜಿಲ್ಲಾ ಕ್ರೀಡಾಂಗಣದಲ್ಲಿ ಹಮ್ಮಿಕೊಳ್ಳಲಾಗಿದೆ. ಕ್ರೀಡಾಪಟುಗಳು ಸೆಪ್ಟೆಂಬರ್ 6 ರಂದು ಬೆಳಗ್ಗೆ 9 ಗಂಟೆಗೆ ಕ್ರೀಡಾಂಗಣದಲ್ಲಿ ಹಾಜರಾಗಿ ಹೆಸರು ನೋಂದಾಯಿಸಿಕೊಳ್ಳಬೇಕು ಎಂದು ಸಹಾಯಕ ನಿರ್ದೇಶಕರು ಪ್ರಕಟಣೆಯಲ್ಲಿ ತಿಳಿಸಿದ್ದಾರೆ. [40,605,264,668]
story-youth-body: ಬಂಗಾರಪೇಟೆ: ಯುವಪೀಳಿಗೆಯಿಂದ ಭವ್ಯ ಭಾರತ ನಿರ್ಮಾಣ ಸಾಧ್ಯವಾಗಲಿದ್ದು ಯುವಜನರು ಶಿಕ್ಷಣದ ಜೊತೆಗೆ ಉತ್ತಮ ಸಂಸ್ಕಾರ ಬೆಳೆಸಿಕೊಳ್ಳಬೇಕು ಎಂದು ಶಾಸಕ ಎಸ್.ಎನ್.ನಾರಾಯಣಸ್ವಾಮಿ ಹೇಳಿದರು. ಪಟ್ಟಣದ ಸರ್ಕಾರಿ ಪ್ರಥಮ ದರ್ಜೆ ಕಾಲೇಜಿನಲ್ಲಿ ಸರ್ಕಾರಿ ನೌಕರರ ಸಂಘ ಹಾಗೂ ಸರ್ಕಾರಿ ನೌಕರರ ಸಂಘ ಹಮ್ಮಿಕೊಂಡಿದ್ದ ಪ್ರತಿಭಾ ಪುರಸ್ಕಾರ ಕಾರ್ಯಕ್ರಮದಲ್ಲಿ 800 ಮಂದಿ ಪ್ರತಿಭಾವಂತ ವಿದ್ಯಾರ್ಥಿಗಳನ್ನು ಸನ್ಮಾನಿಸಿ ಮಾತನಾಡಿದ ಅವರು, ಶಿಕ್ಷಣ ಒಂದು ಶಕ್ತಿ. ಪೋಷಕರು ಮಕ್ಕಳಿಗೆ ಉತ್ತಮ ಶಿಕ್ಷಣ ನೀಡಬೇಕು. ಸರ್ಕಾರಿ ನೌಕರರ ಸಂಘ ಮಾಡುತ್ತಿರುವ ಈ ಕಾರ್ಯ ಶ್ಲಾಘನೀಯ. ಇನ್ನೂ ಹೆಚ್ಚು ಪ್ರತಿಭೆಗಳು ಗುರುತಿಸಲ್ಪಡಲಿ. ಪ್ರತಿ ವರ್ಷದಂತೆ ಈ ವರ್ಷವೂ ಎಸ್ಎಸ್ಎಲ್‌ಸಿ ಮತ್ತು ಪಿಯುಸಿ ಪರೀಕ್ಷೆಗಳಲ್ಲಿ ಹೆಚ್ಚು ಅಂಕ ಪಡೆದ ನೌಕರರ ಮಕ್ಕಳಿಗೆ ಪ್ರತಿಭಾ ಪುರಸ್ಕಾರ ನೀಡಲಾಗಿದೆ. ಸರ್ಕಾರಿ ನೌಕರರ ಸಂಘದ ತಾಲೂಕು ಅಧ್ಯಕ್ಷ ವಿ.ನಾಗರಾಜ್, ಪ್ರಧಾನ ಕಾರ್ಯದರ್ಶಿ, ಪದಾಧಿಕಾರಿಗಳು, ಪುರಸಭೆ ಅಧ್ಯಕ್ಷರು, ಸದಸ್ಯರು, ನೌಕರರು ಹಾಗೂ ಪೋಷಕರು ಹಾಜರಿದ್ದರು. ಅತಿಥಿಗಳಿಂದ ಸನ್ಮಾನ ಸ್ವೀಕರಿಸಿದ ಪ್ರತಿಭಾವಂತರು ಸಂತಸ ವ್ಯಕ್ತಪಡಿಸಿದರು. [950,479,1302,607]
column-rule-mid [936,400,937,980]
top-photo-jamabandi-caption: ಬಂಗಾರಪೇಟೆ ತಾಲೂಕಿನ ಚಿನ್ನಕೋಟೆ ಗ್ರಾಮ ಪಂಚಾಯಿತಿಯಲ್ಲಿ ನಡೆದ ಜಮಾಬಂದಿ ಕಾರ್ಯಕ್ರಮದಲ್ಲಿ ತಾಪಂ ಇಒ ರವಿಕುಮಾರ್ ಮಾತನಾಡಿದರು. [296,337,557,361]
masthead-date: 2 ಸೆಪ್ಟೆಂಬರ್ 2025 [56,42,149,57]
lead-story-body-bottom: ನೀಡಿದರು. ಜಿಲ್ಲಾಧಿಕಾರಿಗಳು ಅಧ್ಯಕ್ಷತೆಯಲ್ಲಿ ನಡೆದ ಸಭೆಯಲ್ಲಿ ಜಿಲ್ಲಾ ಪಂಚಾಯತ್ ಮುಖ್ಯ ಕಾರ್ಯನಿರ್ವಾಹಕ ಅಧಿಕಾರಿಗಳು, ಅಪರ ಜಿಲ್ಲಾಧಿಕಾರಿಗಳು ಹಾಗೂ ಉಪವಿಭಾಗಾಧಿಕಾರಿಗಳು ಸೇರಿದಂತೆ ಪ್ರಮುಖರು ಪಾಲ್ಗೊಂಡಿದ್ದರು. ಶಾಲಾ ಶಿಕ್ಷಣ ಮತ್ತು ಸಾಕ್ಷರತಾ ಇಲಾಖೆಯ ಉಪನಿರ್ದೇಶಕರು ಮತ್ತು ಡಿಡಿಪಿಐ ಹಾಜರಿದ್ದರು. [294,853,508,916]
top-photo-satya-yatra [946,96,1298,336]
story-nutrition-headline: ಮಕ್ಕಳ ಪ್ರಗತಿಗೆ ಪೂರಕ ವಾತಾವರಣ ಅಗತ್ಯ [40,1624,552,1665]
top-photo-jamabandi [296,100,570,330]
kirusuddi-body-3: ಕೋಲಾರ: ಸೋಲು ಗೆಲುವುಗಳನ್ನು ಸಮಾನವಾಗಿ ಸ್ವೀಕರಿಸಿ ಕ್ರೀಡಾಸ್ಫೂರ್ತಿಯಿಂದ ಕ್ರೀಡಾಕೂಟದಲ್ಲಿ ಪಾಲ್ಗೊಳ್ಳಬೇಕು ಎಂದು ಕೋಲಾರ ಕ್ಷೇತ್ರ ಶಿಕ್ಷಣಾಧಿಕಾರಿ ಹೇಳಿದರು. ನಗರದ ಜೂನಿಯರ್ ಕಾಲೇಜು ಆವರಣದಲ್ಲಿ ಕೋಲಾರ ನಗರ ಮಟ್ಟದ ಕ್ರೀಡಾಕೂಟವನ್ನು ಉದ್ಘಾಟಿಸಿ ಮಾತನಾಡಿ, ಕ್ರೀಡೆಗಳಲ್ಲಿ ಭಾಗವಹಿಸುವುದರಿಂದ ಆರೋಗ್ಯ ವೃದ್ಧಿಯಾಗುತ್ತದೆ. ಶಾಲಾ ಮಕ್ಕಳು ಓದಿನ ಜೊತೆಗೆ ಕ್ರೀಡೆಗಳಲ್ಲಿ ಭಾಗವಹಿಸಬೇಕು. ತಾಲೂಕು ದೈಹಿಕ ಶಿಕ್ಷಣಾಧಿಕಾರಿ, ಶಿಕ್ಷಕರ ಸಂಘದ ಪದಾಧಿಕಾರಿಗಳು, ಪ್ರೌಢಶಾಲಾ ಶಿಕ್ಷಕರ ಸಂಘದ ಅಧ್ಯಕ್ಷರು, ದೈಹಿಕ ಶಿಕ್ಷಕರು ಹಾಜರಿದ್ದರು. 2025-26ನೇ ಸಾಲಿನ ಕೋಲಾರ ನಗರ ಮಟ್ಟದ 14-17 ವರ್ಷ ವಯೋಮಿತಿಯ ಪ್ರಾಥಮಿಕ ಮತ್ತು ಪ್ರೌಢಶಾಲಾ ಬಾಲಕ-ಬಾಲಕಿಯರ ಕ್ರೀಡಾಕೂಟವನ್ನು ಆಯೋಜಿಸಲಾಗಿತ್ತು. [40,765,264,893]
story-jamabandi-body-left: ಟೇಕಲ್: ನಾಗರಿಕರಿಗೆ ಯೋಜನೆಗಳ ನಿಖರ ಮಾಹಿತಿ ನೀಡುವ ಜೊತೆಗೆ ಸಾರ್ವಜನಿಕರ ಕುಂದುಕೊರತೆ ಪರಿಹಾರ ಮಾಡಲು ಜಮಾಬಂದಿ ಒಂದು ಉತ್ತಮ ವೇದಿಕೆಯಾಗಿದೆ ಎಂದು ನೋಡಲ್ ಅಧಿಕಾರಿ ಹೇಳಿದರು. ಗ್ರಾಮ ಪಂಚಾಯಿತಿ ಕಚೇರಿ ಆವರಣದಲ್ಲಿ 2024-25ನೇ ಸಾಲಿನ ಜಮಾಬಂದಿ ಕಾರ್ಯಕ್ರಮದಲ್ಲಿ ಮಾತನಾಡಿ, ಗ್ರಾಮ ಪಂಚಾಯಿತಿ ವ್ಯಾಪ್ತಿಯಲ್ಲಿ ಕೈಗೊಂಡಿರುವ ಕಾಮಗಾರಿಗಳ ಬಗ್ಗೆ ಸಾರ್ವಜನಿಕರಿಗೆ ಮಾಹಿತಿ ನೀಡಲಾಗುವುದು. ನರೇಗಾ ಯೋಜನೆ ಸೇರಿದಂತೆ ವಿವಿಧ ಯೋಜನೆಗಳ ಲೆಕ್ಕಪತ್ರ ಪರಿಶೀಲನೆ ಮಾಡಲಾಯಿತು. ಅನುದಾನದ ಸದ್ಬಳಕೆ ಕುರಿತು ಪರಿಶೀಲಿಸಲಾಯಿತು. ಪಂಚಾಯಿತಿ ಅಧ್ಯಕ್ಷರು, ಉಪಾಧ್ಯಕ್ಷರು, ಸದಸ್ಯರು, ಪಿಡಿಒ, ಕಾರ್ಯದರ್ಶಿ ಹಾಗೂ ಗ್ರಾಮಸ್ಥರು ಹಾಜರಿದ್ದರು. ಅನುದಾನವನ್ನು ಸಮರ್ಪಕವಾಗಿ ಬಳಸಿಕೊಂಡು ಅಭಿವೃದ್ಧಿ ಕಾರ್ಯ ಕೈಗೊಳ್ಳಲಾಗಿದೆ ಎಂದರು. [696,1313,890,1493]
kirusuddi-photo-vivekananda [40,1196,264,1358]
print-registration-marks-center [470,1996,520,2008]
district-title: ಕೋಲಾರ [430,4,625,72]
story-congress-photo [494,1056,676,1182]
story-congress-body-right: ಪೂರ್ಣಗೊಳಿಸಬೇಕು ಎಂದು ತಿಳಿಸಿದರು. ಇತ್ತೀಚೆಗೆ ಎಂಎಲ್‌ಸಿ ಅನಿಲ್‌ಕುಮಾರ್ ಹಾಗೂ ಅವರ ಬೆಂಬಲಿಗರು ಶಾಸಕರ ವಿರುದ್ಧ ಬಹಿರಂಗ ಹೇಳಿಕೆ ನೀಡಿದ್ದು, ಪಕ್ಷದಲ್ಲಿ ಗೊಂದಲ ಮೂಡಿಸುವ ಕೆಲಸ ಮಾಡುತ್ತಿದ್ದಾರೆ. ಇದು ಪಕ್ಷಕ್ಕೆ ಒಳ್ಳೆಯದಲ್ಲ. ನಗರಸಭೆಯ ಕಾಮಗಾರಿಗಳ ಬಗ್ಗೆ ಮಾಹಿತಿ ಪಡೆಯದೇ ಆರೋಪ ಮಾಡುವುದು ಸರಿಯಲ್ಲ. ಶಾಸಕರು ಎಲ್ಲರನ್ನು ವಿಶ್ವಾಸಕ್ಕೆ ತೆಗೆದುಕೊಂಡು ಅಭಿವೃದ್ಧಿ ಕಾರ್ಯ ಮಾಡುತ್ತಿದ್ದಾರೆ. ಕೆ.ಹೆಚ್.ಮುನಿಯಪ್ಪ ಅವರ ಬೆಂಬಲಿಗರು ಹಾಗೂ ರಮೇಶ್‌ಕುಮಾರ್ ಬಣದವರ ನಡುವಿನ ಕಿತ್ತಾಟ ಬೀದಿಗೆ ಬಂದಿದ್ದು, ಪಕ್ಷದ ಹೈಕಮಾಂಡ್ ಮಧ್ಯಪ್ರವೇಶಿಸಿ ಸಮಸ್ಯೆ ಬಗೆಹರಿಸಬೇಕು ಎಂದು ಕಾರ್ಯಕರ್ತರು ಒತ್ತಾಯಿಸಿದ್ದಾರೆ. ಕಾಂಗ್ರೆಸ್ ಮುಖಂಡರಾದ ಪ್ರಸಾದ್ ಬಾಬು, ಮುರಳಿಗೌಡ, ಮಂಜುನಾಥ್ ಸೇರಿದಂತೆ ಹಲವರು ಇದ್ದರು. [494,1189,676,1343]
story-youth-photo [950,850,1302,978]
